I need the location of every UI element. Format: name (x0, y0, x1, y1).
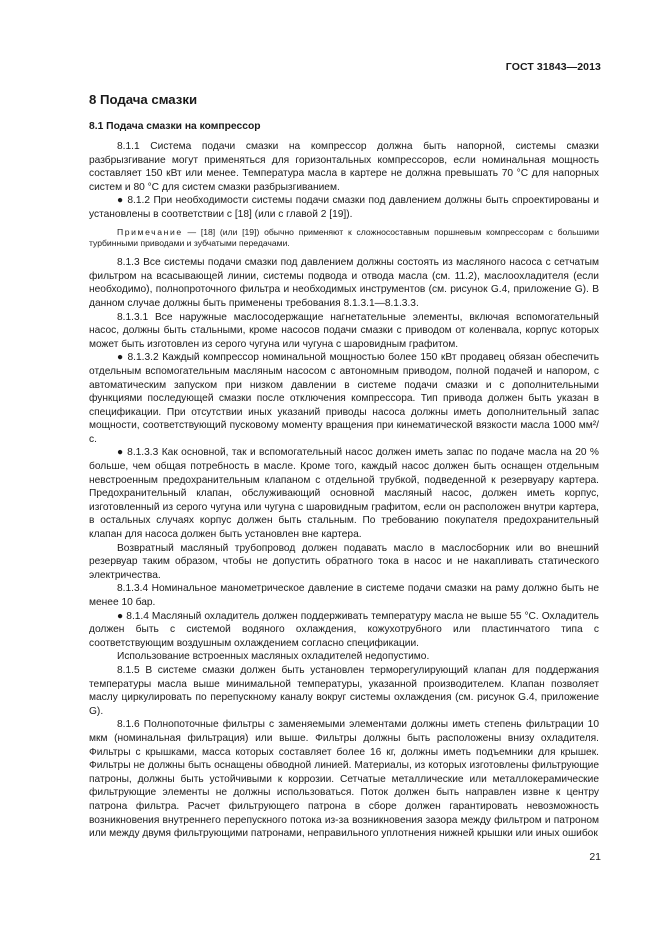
paragraph-return-line: Возвратный масляный трубопровод должен подавать масло в маслосборник или во внешний резервуар таким образом, чтобы не допустить обратного тока в насос и не накапливать статического электричества. (89, 542, 599, 581)
section-title: 8 Подача смазки (89, 92, 198, 107)
paragraph-8-1-6: 8.1.6 Полнопоточные фильтры с заменяемыми элементами должны иметь степень фильтрации 10 мкм (номинальная фильтрация) или выше. Фильтры должны быть расположены внизу охладителя. Фильтры с крышками, масса которых составляет более 16 кг, должны иметь подъемники для крышек. Фильтры не должны быть оснащены обводной линией. Материалы, из которых изготовлены фильтрующие патроны, должны быть устойчивыми к коррозии. Сетчатые металлические или металлокерамические фильтрующие элементы не должны использоваться. Поток должен быть направлен извне к центру патрона фильтра. Расчет фильтрующего патрона в сборе должен гарантировать невозможность возникновения внутреннего перепускного потока из-за возникновения зазора между фильтром и патроном или между двумя фильтрующими патронами, неправильного уплотнения нижней крышки или иных ошибок (89, 719, 599, 840)
paragraph-8-1-4: ● 8.1.4 Масляный охладитель должен поддерживать температуру масла не выше 55 °С. Охладитель должен быть с системой водяного охлаждения, кожухотрубного или пластинчатого типа с соответствующим воздушным охлаждением согласно спецификации. (89, 610, 599, 649)
paragraph-8-1-1: 8.1.1 Система подачи смазки на компрессор должна быть напорной, системы смазки разбрызгивание могут применяться для горизонтальных компрессоров, если номинальная мощность составляет 150 кВт или менее. Температура масла в картере не должна превышать 70 °С для напорных систем и 80 °С для систем смазки разбрызгиванием. (89, 141, 599, 193)
paragraph-8-1-3-2: ● 8.1.3.2 Каждый компрессор номинальной мощностью более 150 кВт продавец обязан обеспечить отдельным вспомогательным масляным насосом с автономным приводом, полной подачей и напором, с автоматическим запуском при низком давлении в системе подачи смазки и с дополнительными функциями последующей смазки после отключения компрессора. Тип привода должен быть указан в спецификации. При отсутствии иных указаний приводы насоса должны иметь дополнительный запас мощности, соответствующий пусковому моменту вращения при кинематической вязкости масла 1000 мм²/с. (89, 352, 599, 445)
page-number: 21 (589, 851, 601, 863)
note-label: Примечание (117, 226, 183, 237)
paragraph-8-1-5: 8.1.5 В системе смазки должен быть установлен терморегулирующий клапан для поддержания температуры масла выше минимальной температуры, указанной производителем. Клапан позволяет маслу циркулировать по перепускному каналу вокруг системы охлаждения (см. рисунок G.4, приложение G). (89, 664, 599, 717)
subsection-title: 8.1 Подача смазки на компрессор (89, 121, 261, 132)
paragraph-built-in-coolers: Использование встроенных масляных охладителей недопустимо. (117, 651, 430, 663)
page-content (89, 92, 599, 841)
note (89, 227, 599, 251)
note-text: — [18] (или [19]) обычно применяют к сложносоставным поршневым компрессорам с большими турбинными приводами и зубчатыми передачами. (89, 226, 599, 249)
paragraph-8-1-3: 8.1.3 Все системы подачи смазки под давлением должны состоять из масляного насоса с сетчатым фильтром на всасывающей линии, системы подвода и отвода масла (см. 11.2), маслоохладителя (если необходимо), полнопроточного фильтра и необходимых инструментов (см. рисунок G.4, приложение G). В данном случае должны быть применены требования 8.1.3.1—8.1.3.3. (89, 257, 599, 309)
paragraph-8-1-2: ● 8.1.2 При необходимости системы подачи смазки под давлением должны быть спроектированы и установлены в соответствии с [18] (или с главой 2 [19]). (89, 195, 599, 220)
paragraph-8-1-3-1: 8.1.3.1 Все наружные маслосодержащие нагнетательные элементы, включая вспомогательный насос, должны быть стальными, кроме насосов подачи смазки с приводом от коленвала, корпус которых может быть изготовлен из серого чугуна или чугуна с шаровидным графитом. (89, 311, 599, 350)
paragraph-8-1-3-4: 8.1.3.4 Номинальное манометрическое давление в системе подачи смазки на раму должно быть не менее 10 бар. (89, 583, 599, 608)
paragraph-8-1-3-3: ● 8.1.3.3 Как основной, так и вспомогательный насос должен иметь запас по подаче масла на 20 % больше, чем общая потребность в масле. Кроме того, каждый насос должен быть оснащен отдельным невстроенным предохранительным клапаном с отдельной трубкой, подведенной к резервуару картера. Предохранительный клапан, обслуживающий основной масляный насос, должен иметь корпус, изготовленный из серого чугуна или чугуна с шаровидным графитом, если он расположен внутри картера, в остальных случаях корпус должен быть стальным. По требованию покупателя предохранительный клапан для насоса должен быть установлен вне картера. (89, 447, 599, 541)
standard-header: ГОСТ 31843—2013 (505, 61, 601, 73)
